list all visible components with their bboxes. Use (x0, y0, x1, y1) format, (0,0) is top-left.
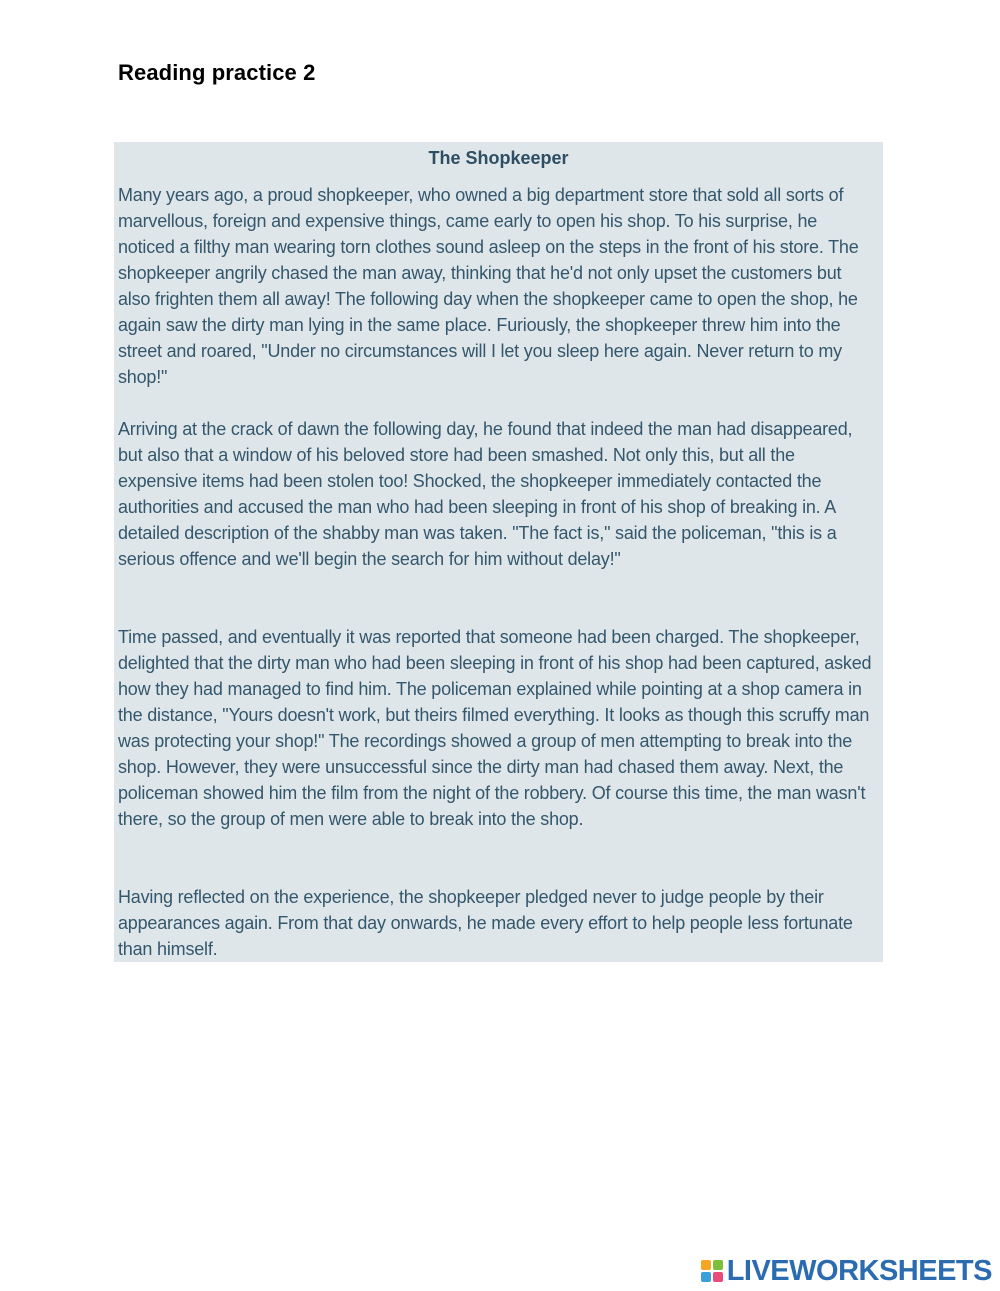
story-paragraph-4: Having reflected on the experience, the shopkeeper pledged never to judge people by their appearances again. From that day onwards, he made every effort to help people less fortunate than himself. (118, 887, 853, 959)
story-paragraph-2: Arriving at the crack of dawn the following day, he found that indeed the man had disappeared, but also that a window of his beloved store had been smashed. Not only this, but all the expensive items had been stolen too! Shocked, the shopkeeper immediately contacted the authorities and accused the man who had been sleeping in front of his shop of breaking in. A detailed description of the shabby man was taken. "The fact is," said the policeman, "this is a serious offence and we'll begin the search for him without delay!" (118, 419, 853, 569)
page-title: Reading practice 2 (118, 60, 316, 85)
logo-badge-icon (701, 1260, 723, 1282)
story-box (114, 142, 883, 962)
story-title: The Shopkeeper (428, 148, 569, 168)
liveworksheets-logo[interactable] (701, 1253, 992, 1289)
story-paragraph-3: Time passed, and eventually it was reported that someone had been charged. The shopkeeper, delighted that the dirty man who had been sleeping in front of his shop had been captured, asked how they had managed to find him. The policeman explained while pointing at a shop camera in the distance, "Yours doesn't work, but theirs filmed everything. It looks as though this scruffy man was protecting your shop!" The recordings showed a group of men attempting to break into the shop. However, they were unsuccessful since the dirty man had chased them away. Next, the policeman showed him the film from the night of the robbery. Of course this time, the man wasn't there, so the group of men were able to break into the shop. (118, 627, 872, 829)
logo-text: LIVEWORKSHEETS (726, 1254, 992, 1287)
story-paragraph-1: Many years ago, a proud shopkeeper, who owned a big department store that sold all sorts of marvellous, foreign and expensive things, came early to open his shop. To his surprise, he noticed a filthy man wearing torn clothes sound asleep on the steps in the front of his store. The shopkeeper angrily chased the man away, thinking that he'd not only upset the customers but also frighten them all away! The following day when the shopkeeper came to open the shop, he again saw the dirty man lying in the same place. Furiously, the shopkeeper threw him into the street and roared, "Under no circumstances will I let you sleep here again. Never return to my shop!" (118, 185, 859, 387)
